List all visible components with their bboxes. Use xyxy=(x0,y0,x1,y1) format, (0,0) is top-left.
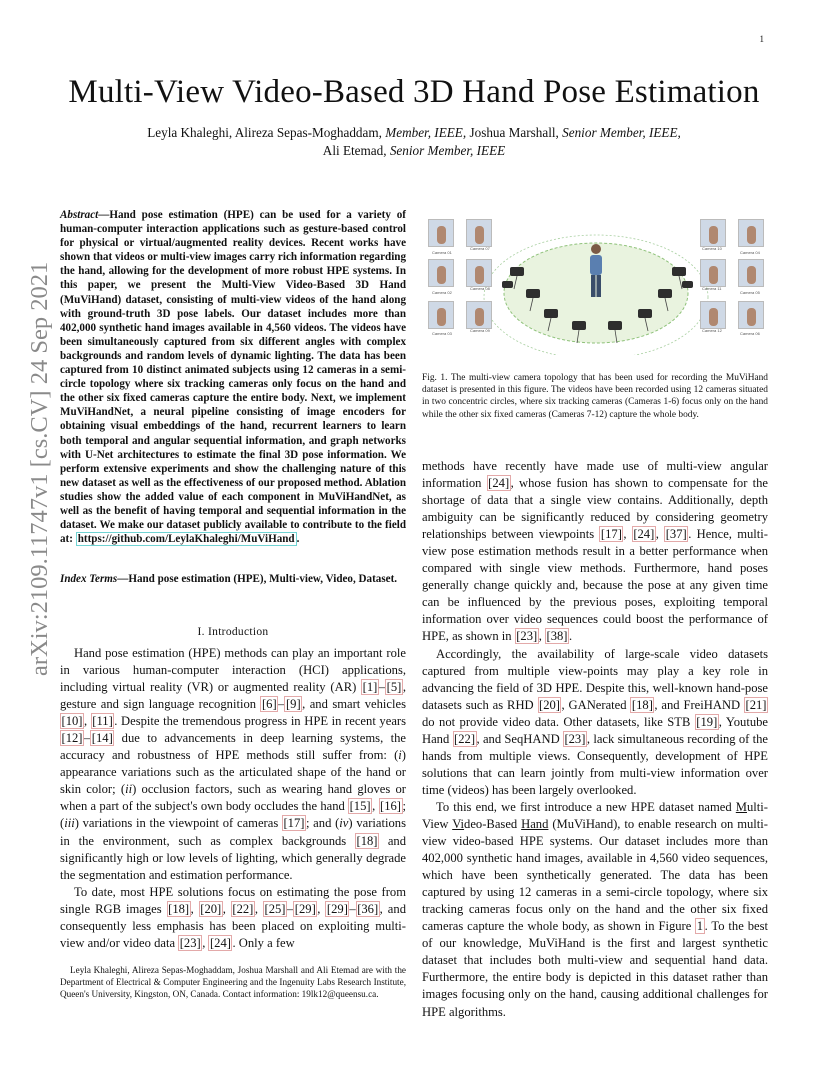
camera-label: Camera 04 xyxy=(740,250,760,255)
intro-paragraph-4: To this end, we first introduce a new HPE dataset named Multi-View Video-Based Hand (MuViHand), to enable research on multi-view video-based HPE systems. Our dataset includes more than 402,000 synthetic hand images, available in 4,560 video sequences, which have been synthetically generated. The data has been captured by using 12 cameras in a semi-circle topology, where six tracking cameras focus only on the hand and the other six fixed cameras capture the whole body, as shown in Figure 1 . To the best of our knowledge, MuViHand is the first and largest synthetic dataset that includes both multi-view and sequential hand data. Furthermore, the entire body is depicted in this dataset rather than images focusing only on the hand, causing additional challenges for HPE algorithms. xyxy=(422,799,769,1019)
author-footnote: Leyla Khaleghi, Alireza Sepas-Moghaddam, Joshua Marshall and Ali Etemad are with the Department of Electrical & Computer Engineering and the Ingenuity Labs Research Institute, Queen's University, Kingston, ON, Canada. Contact information: 19lk12@queensu.ca. xyxy=(60,965,406,1000)
intro-paragraph-3: Accordingly, the availability of large-scale video datasets captured from multiple view-points may play a key role in advancing the field of 3D HPE. Despite this, well-known hand-pose datasets such as RHD [20] , GANerated [18] , and FreiHAND [21] do not provide video data. Other datasets, like STB [19] , Youtube Hand [22] , and SeqHAND [23] , lack simultaneous recording of the hands from multiple views. Consequently, development of HPE solutions that can learn jointly from multi-view information over time (videos) has been largely overlooked. xyxy=(422,646,769,797)
intro-paragraph-1: Hand pose estimation (HPE) methods can play an important role in various human-computer interaction (HCI) applications, including virtual reality (VR) or augmented reality (AR) [1] – [5] , gesture and sign language recognition [6] – [9] , and smart vehicles [10] , [11] . Despite the tremendous progress in HPE in recent years [12] – [14] due to advancements in deep learning systems, the accuracy and robustness of HPE methods still suffer from: (i) appearance variations such as the articulated shape of the hand or skin color; (ii) occlusion factors, such as wearing hand gloves or when a part of the subject's own body occludes the hand [15] , [16] ; (iii) variations in the viewpoint of cameras [17] ; and (iv) variations in the environment, such as complex backgrounds [18] and significantly high or low levels of lighting, which generally degrade the segmentation and estimation performance. xyxy=(60,646,407,882)
camera-02-thumbnail xyxy=(466,259,492,287)
camera-03-thumbnail xyxy=(466,301,492,329)
author-list xyxy=(60,124,768,160)
page-number: 1 xyxy=(759,34,764,44)
intro-right-column xyxy=(422,458,768,1021)
camera-07-thumbnail xyxy=(428,219,454,247)
author-names-2: Joshua Marshall, xyxy=(469,125,559,140)
section-heading-introduction: I. Introduction xyxy=(197,626,269,638)
figure-camera-topology xyxy=(426,205,768,355)
dataset-link[interactable]: https://github.com/LeylaKhaleghi/MuViHand xyxy=(77,533,295,546)
camera-01-thumbnail xyxy=(466,219,492,247)
camera-11-thumbnail xyxy=(700,259,726,287)
index-terms xyxy=(60,572,406,586)
camera-label: Camera 01 xyxy=(432,250,452,255)
author-names-3: Ali Etemad, xyxy=(322,143,387,158)
camera-label: Camera 11 xyxy=(702,286,722,291)
camera-label: Camera 09 xyxy=(470,328,490,333)
author-role-2: Senior Member, IEEE, xyxy=(562,125,681,140)
index-terms-text: —Hand pose estimation (HPE), Multi-view, Video, Dataset. xyxy=(117,573,398,585)
figure-1-caption: Fig. 1. The multi-view camera topology that has been used for recording the MuViHand dataset is presented in this figure. The videos have been recorded using 12 cameras situated in two concentric circles, where six tracking cameras (Cameras 1-6) focus only on the hand while the other six fixed cameras (Cameras 7-12) capture the whole body. xyxy=(422,373,768,420)
camera-label: Camera 05 xyxy=(740,290,760,295)
camera-label: Camera 02 xyxy=(432,290,452,295)
intro-paragraph-2-continued: methods have recently have made use of multi-view angular information [24] , whose fusion has shown to compensate for the shortage of data that a single view contains. Additionally, depth ambiguity can be significantly reduced by considering geometry relationships between viewpoints [17] , [24] , [37] . Hence, multi-view pose estimation methods result in a better performance when compared with single view methods. Furthermore, hand poses generally change quickly and, because the pose at any given time can be influenced by the previous poses, exploiting temporal information over video sequences could boost the performance of HPE, as shown in [23] , [38] . xyxy=(422,459,768,644)
abstract xyxy=(60,208,406,546)
author-role-1: Member, IEEE, xyxy=(385,125,467,140)
camera-label: Camera 10 xyxy=(702,246,722,251)
camera-12-thumbnail xyxy=(700,301,726,329)
camera-04-thumbnail xyxy=(738,219,764,247)
abstract-text: —Hand pose estimation (HPE) can be used for a variety of human-computer interaction applications such as gesture-based control for physical or virtual/augmented reality devices. Recent works have shown that videos or multi-view images carry rich information regarding the hand, allowing for the development of more robust HPE systems. In this paper, we present the Multi-View Video-Based 3D Hand (MuViHand) dataset, consisting of multi-view videos of the hand along with ground-truth 3D pose labels. Our dataset includes more than 402,000 synthetic hand images available in 4,560 videos. The videos have been simultaneously captured from six different angles with complex backgrounds and random levels of dynamic lighting. The data has been captured from 10 distinct animated subjects using 12 cameras in a semi-circle topology where six tracking cameras only focus on the hand and the other six fixed cameras capture the entire body. Next, we implement MuViHandNet, a neural pipeline consisting of image encoders for obtaining visual embeddings of the hand, recurrent learners to learn both temporal and angular sequential information, and graph networks with U-Net architectures to estimate the final 3D pose information. We perform extensive experiments and show the challenging nature of this new dataset as well as the effectiveness of our proposed method. Ablation studies show the added value of each component in MuViHandNet, as well as the benefit of having temporal and sequential information in the dataset. We make our dataset publicly available to contribute to the field at: xyxy=(60,209,406,546)
camera-label: Camera 06 xyxy=(740,331,760,336)
abstract-label: Abstract xyxy=(60,209,99,221)
camera-label: Camera 08 xyxy=(470,286,490,291)
author-role-3: Senior Member, IEEE xyxy=(389,143,506,158)
author-names-1: Leyla Khaleghi, Alireza Sepas-Moghaddam, xyxy=(147,125,382,140)
camera-label: Camera 03 xyxy=(432,331,452,336)
camera-label: Camera 07 xyxy=(470,246,490,251)
paper-title: Multi-View Video-Based 3D Hand Pose Estimation xyxy=(68,74,760,110)
intro-left-column xyxy=(60,645,406,952)
camera-06-thumbnail xyxy=(738,301,764,329)
camera-09-thumbnail xyxy=(428,301,454,329)
abstract-end: . xyxy=(296,533,300,546)
camera-08-thumbnail xyxy=(428,259,454,287)
camera-05-thumbnail xyxy=(738,259,764,287)
arxiv-stamp: arXiv:2109.11747v1 [cs.CV] 24 Sep 2021 xyxy=(26,261,53,676)
index-terms-label: Index Terms xyxy=(60,573,118,585)
camera-10-thumbnail xyxy=(700,219,726,247)
camera-label: Camera 12 xyxy=(702,328,722,333)
intro-paragraph-2: To date, most HPE solutions focus on estimating the pose from single RGB images [18] , [20] , [22] , [25] – [29] , [29] – [36] , and consequently less emphasis has been placed on exploiting multi-view and/or video data [23] , [24] . Only a few xyxy=(60,884,406,950)
